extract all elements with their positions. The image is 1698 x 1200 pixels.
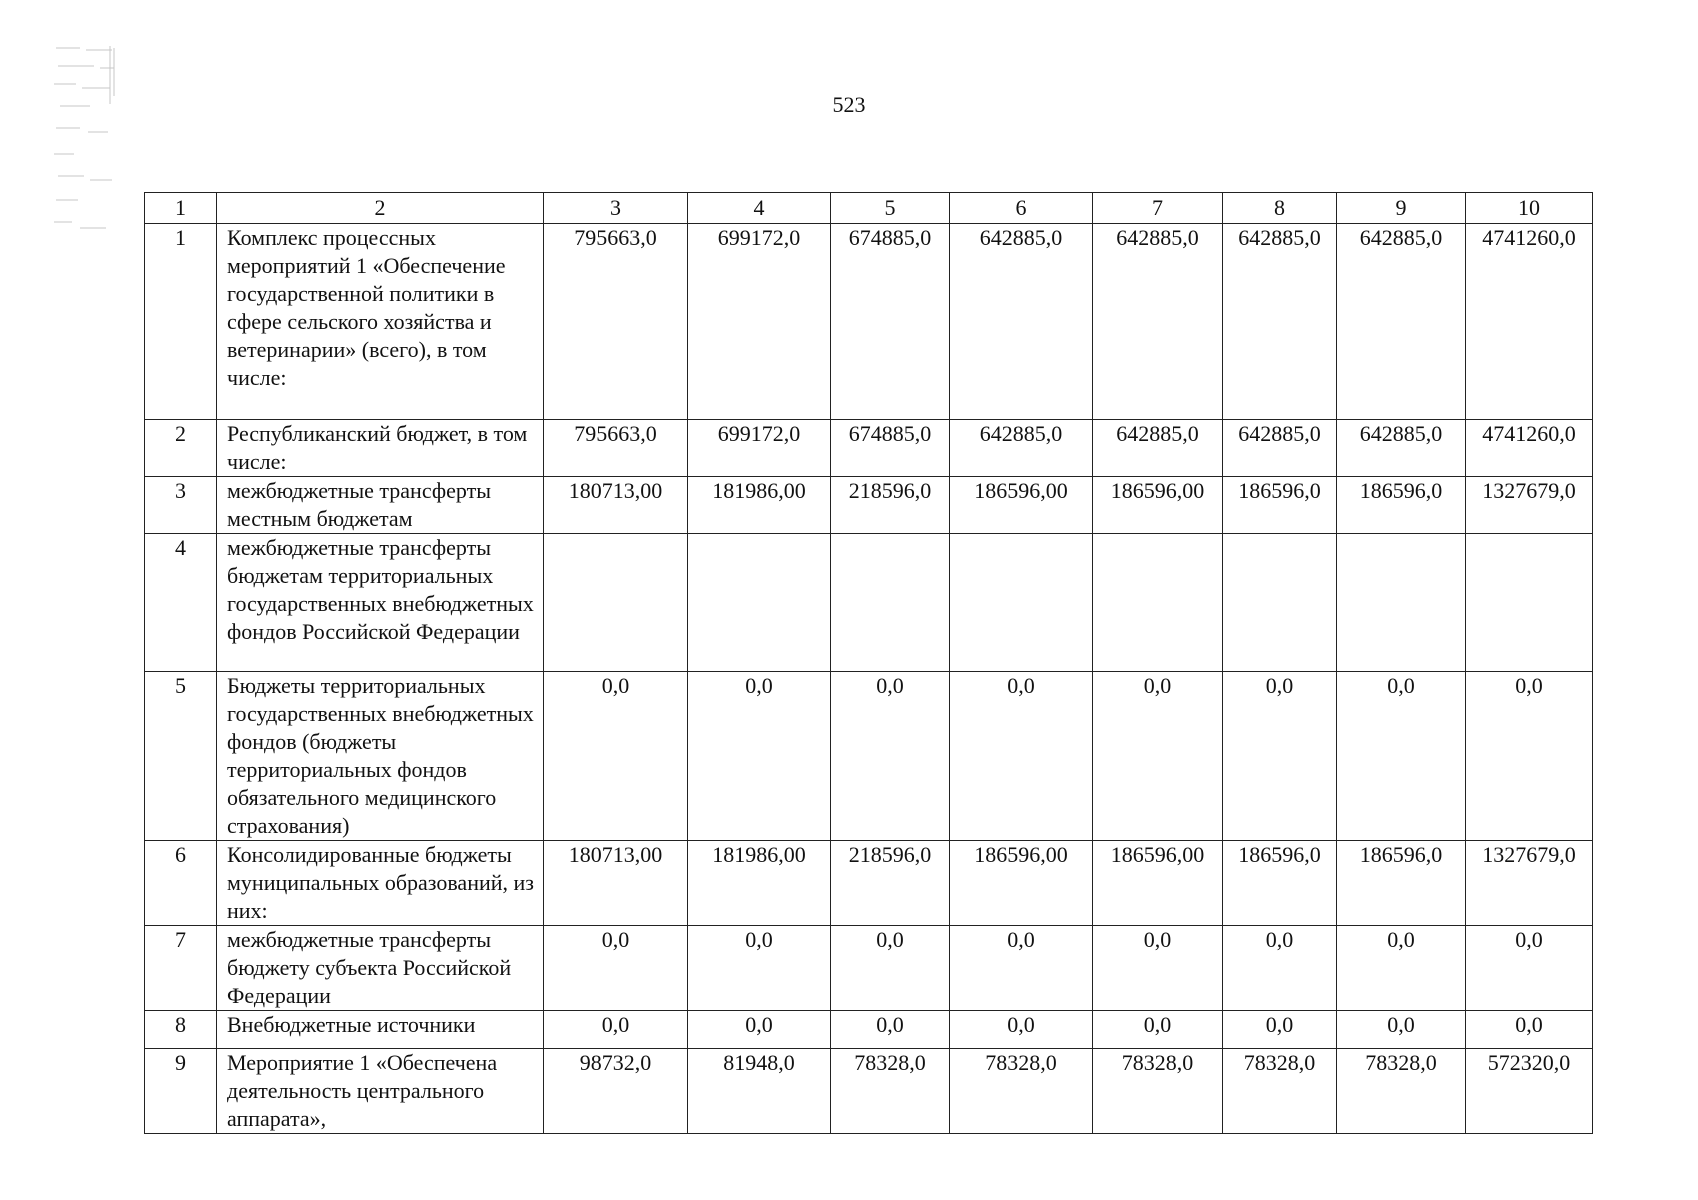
value-cell: 186596,0 — [1337, 477, 1466, 534]
value-cell: 0,0 — [950, 672, 1093, 841]
value-cell — [1466, 534, 1593, 672]
value-cell: 0,0 — [1466, 926, 1593, 1011]
table-row — [145, 841, 1593, 926]
row-name-cell: Внебюджетные источники — [217, 1011, 544, 1049]
value-cell: 186596,00 — [950, 477, 1093, 534]
table-row — [145, 1049, 1593, 1134]
value-cell: 0,0 — [1466, 1011, 1593, 1049]
column-header: 3 — [544, 193, 688, 224]
value-cell: 0,0 — [1337, 672, 1466, 841]
value-cell — [1223, 534, 1337, 672]
value-cell: 186596,0 — [1223, 841, 1337, 926]
column-header: 2 — [217, 193, 544, 224]
value-cell: 0,0 — [1223, 672, 1337, 841]
row-number-cell: 1 — [145, 224, 217, 420]
value-cell: 0,0 — [950, 926, 1093, 1011]
column-header: 5 — [831, 193, 950, 224]
value-cell: 186596,0 — [1337, 841, 1466, 926]
value-cell: 0,0 — [1223, 1011, 1337, 1049]
row-number-cell: 4 — [145, 534, 217, 672]
budget-table — [144, 192, 1593, 1134]
value-cell: 0,0 — [1093, 1011, 1223, 1049]
row-name-cell: Бюджеты территориальных государственных внебюджетных фондов (бюджеты территориальных фондов обязательного медицинского страхования) — [217, 672, 544, 841]
table-row — [145, 420, 1593, 477]
value-cell — [1337, 534, 1466, 672]
value-cell: 795663,0 — [544, 420, 688, 477]
value-cell: 186596,00 — [1093, 477, 1223, 534]
scan-artifact-marks — [50, 44, 130, 254]
value-cell: 1327679,0 — [1466, 841, 1593, 926]
value-cell: 0,0 — [1337, 1011, 1466, 1049]
value-cell: 218596,0 — [831, 841, 950, 926]
row-number-cell: 2 — [145, 420, 217, 477]
row-number-cell: 6 — [145, 841, 217, 926]
value-cell: 0,0 — [1337, 926, 1466, 1011]
table-row — [145, 477, 1593, 534]
row-number-cell: 8 — [145, 1011, 217, 1049]
value-cell: 572320,0 — [1466, 1049, 1593, 1134]
value-cell: 0,0 — [544, 926, 688, 1011]
value-cell: 0,0 — [1466, 672, 1593, 841]
row-number-cell: 9 — [145, 1049, 217, 1134]
value-cell: 642885,0 — [950, 224, 1093, 420]
row-name-cell: межбюджетные трансферты бюджетам территориальных государственных внебюджетных фондов Российской Федерации — [217, 534, 544, 672]
value-cell: 186596,0 — [1223, 477, 1337, 534]
value-cell: 218596,0 — [831, 477, 950, 534]
value-cell: 180713,00 — [544, 477, 688, 534]
value-cell: 795663,0 — [544, 224, 688, 420]
value-cell: 0,0 — [1093, 672, 1223, 841]
value-cell: 699172,0 — [688, 420, 831, 477]
value-cell: 0,0 — [831, 672, 950, 841]
table-row — [145, 1011, 1593, 1049]
value-cell: 0,0 — [831, 1011, 950, 1049]
table-row — [145, 224, 1593, 420]
value-cell: 186596,00 — [1093, 841, 1223, 926]
row-name-cell: Комплекс процессных мероприятий 1 «Обеспечение государственной политики в сфере сельского хозяйства и ветеринарии» (всего), в том числе: — [217, 224, 544, 420]
value-cell: 0,0 — [688, 672, 831, 841]
row-name-cell: Республиканский бюджет, в том числе: — [217, 420, 544, 477]
row-name-cell: межбюджетные трансферты местным бюджетам — [217, 477, 544, 534]
value-cell — [831, 534, 950, 672]
value-cell: 78328,0 — [831, 1049, 950, 1134]
value-cell — [688, 534, 831, 672]
value-cell: 0,0 — [831, 926, 950, 1011]
value-cell: 642885,0 — [1093, 420, 1223, 477]
value-cell: 78328,0 — [1093, 1049, 1223, 1134]
column-header: 9 — [1337, 193, 1466, 224]
column-header: 6 — [950, 193, 1093, 224]
value-cell — [1093, 534, 1223, 672]
value-cell: 642885,0 — [1337, 224, 1466, 420]
page-number: 523 — [832, 92, 866, 117]
value-cell: 0,0 — [1093, 926, 1223, 1011]
value-cell: 81948,0 — [688, 1049, 831, 1134]
value-cell — [544, 534, 688, 672]
table-header-row — [145, 193, 1593, 224]
value-cell: 4741260,0 — [1466, 420, 1593, 477]
value-cell: 0,0 — [688, 926, 831, 1011]
row-number-cell: 3 — [145, 477, 217, 534]
column-header: 8 — [1223, 193, 1337, 224]
row-name-cell: Мероприятие 1 «Обеспечена деятельность центрального аппарата», — [217, 1049, 544, 1134]
value-cell: 186596,00 — [950, 841, 1093, 926]
value-cell: 181986,00 — [688, 477, 831, 534]
value-cell: 0,0 — [688, 1011, 831, 1049]
value-cell: 642885,0 — [1337, 420, 1466, 477]
value-cell: 1327679,0 — [1466, 477, 1593, 534]
value-cell: 642885,0 — [950, 420, 1093, 477]
value-cell: 674885,0 — [831, 420, 950, 477]
value-cell: 0,0 — [544, 672, 688, 841]
value-cell: 642885,0 — [1223, 420, 1337, 477]
table-body — [145, 193, 1593, 1134]
value-cell: 180713,00 — [544, 841, 688, 926]
row-number-cell: 7 — [145, 926, 217, 1011]
value-cell: 78328,0 — [1337, 1049, 1466, 1134]
table-row — [145, 672, 1593, 841]
value-cell: 78328,0 — [950, 1049, 1093, 1134]
row-number-cell: 5 — [145, 672, 217, 841]
column-header: 10 — [1466, 193, 1593, 224]
value-cell: 642885,0 — [1093, 224, 1223, 420]
row-name-cell: Консолидированные бюджеты муниципальных образований, из них: — [217, 841, 544, 926]
value-cell — [950, 534, 1093, 672]
table-row — [145, 534, 1593, 672]
column-header: 4 — [688, 193, 831, 224]
value-cell: 642885,0 — [1223, 224, 1337, 420]
value-cell: 181986,00 — [688, 841, 831, 926]
column-header: 1 — [145, 193, 217, 224]
value-cell: 674885,0 — [831, 224, 950, 420]
value-cell: 0,0 — [1223, 926, 1337, 1011]
table-row — [145, 926, 1593, 1011]
value-cell: 4741260,0 — [1466, 224, 1593, 420]
column-header: 7 — [1093, 193, 1223, 224]
value-cell: 699172,0 — [688, 224, 831, 420]
row-name-cell: межбюджетные трансферты бюджету субъекта Российской Федерации — [217, 926, 544, 1011]
value-cell: 0,0 — [544, 1011, 688, 1049]
value-cell: 98732,0 — [544, 1049, 688, 1134]
value-cell: 0,0 — [950, 1011, 1093, 1049]
value-cell: 78328,0 — [1223, 1049, 1337, 1134]
